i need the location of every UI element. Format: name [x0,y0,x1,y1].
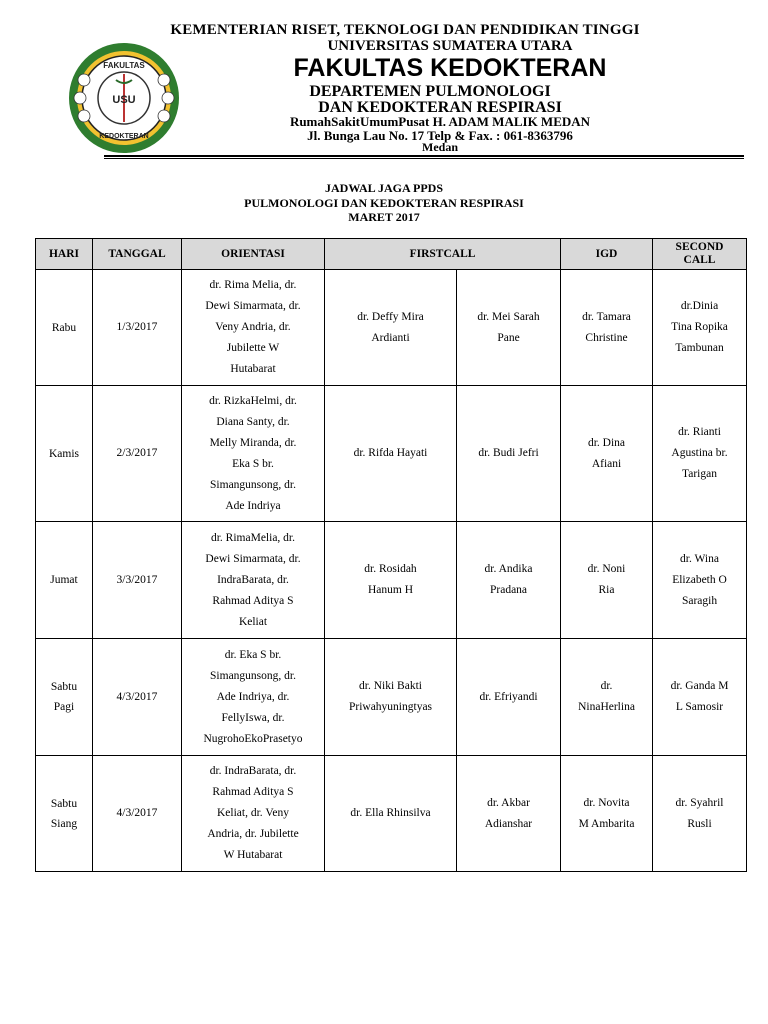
cell-hari-line: Kamis [48,447,80,460]
cell-firstcall-a-line: dr. Rifda Hayati [353,447,428,459]
logo-center-text: USU [112,94,136,106]
cell-firstcall-a [325,386,457,522]
cell-firstcall-a [325,639,457,756]
cell-firstcall-a-line: dr. Rosidah [364,563,417,575]
cell-second-call [653,639,747,756]
cell-hari-line: Sabtu [50,797,78,810]
cell-firstcall-a-line: Hanum H [367,584,414,596]
cell-hari [36,270,93,386]
cell-firstcall-b-line: dr. Mei Sarah [477,310,540,323]
header-igd: IGD [561,239,653,270]
faculty-name: FAKULTAS KEDOKTERAN [293,54,607,82]
cell-orientasi-line: Jubilette W [226,342,280,354]
usu-medical-faculty-logo [66,40,182,156]
cell-tanggal: 1/3/2017 [93,270,182,386]
cell-igd [561,756,653,872]
cell-firstcall-b-line: Pane [497,331,520,344]
cell-orientasi-line: FellyIswa, dr. [221,711,285,724]
cell-hari-line: Sabtu [50,681,78,693]
cell-second-call-line: Elizabeth O [672,573,727,586]
cell-igd [561,639,653,756]
cell-hari-line: Siang [50,817,78,830]
cell-orientasi-line: Hutabarat [230,363,276,375]
cell-second-call [653,270,747,386]
cell-orientasi-line: Keliat [238,615,268,628]
cell-tanggal: 4/3/2017 [93,639,182,756]
ministry-name: KEMENTERIAN RISET, TEKNOLOGI DAN PENDIDIKAN TINGGI [170,22,640,38]
cell-firstcall-a-line: Ardianti [371,331,410,344]
table-row [36,386,747,522]
cell-firstcall-b-line: dr. Budi Jefri [478,447,539,459]
cell-orientasi [182,522,325,639]
cell-orientasi-line: Andria, dr. Jubilette [207,828,299,840]
cell-hari [36,522,93,639]
cell-igd-line: dr. [600,680,613,692]
cell-orientasi-line: Rahmad Aditya S [212,594,294,607]
cell-firstcall-b-line: Adianshar [484,817,533,830]
header-orientasi: ORIENTASI [182,239,325,270]
cell-second-call-line: Tambunan [675,342,724,354]
cell-second-call-line: L Samosir [675,701,724,713]
cell-igd-line: Christine [585,331,628,344]
cell-orientasi-line: Diana Santy, dr. [216,415,290,428]
cell-orientasi-line: Simangunsong, dr. [210,478,296,491]
table-header-row [36,239,747,270]
cell-firstcall-b-line: dr. Efriyandi [479,690,538,703]
logo-text-top: FAKULTAS [103,61,145,70]
cell-igd-line: dr. Dina [587,436,626,449]
cell-firstcall-b [457,270,561,386]
header-second-call-line-1: SECOND [675,241,724,253]
cell-igd [561,270,653,386]
cell-igd-line: NinaHerlina [578,701,635,713]
cell-second-call-line: Tarigan [682,468,717,480]
cell-orientasi-line: Melly Miranda, dr. [209,436,297,449]
cell-firstcall-b [457,756,561,872]
cell-second-call [653,522,747,639]
table-row [36,756,747,872]
schedule-subtitle: PULMONOLOGI DAN KEDOKTERAN RESPIRASI [244,196,524,210]
cell-tanggal: 4/3/2017 [93,756,182,872]
cell-second-call-line: Saragih [681,594,718,607]
cell-firstcall-b [457,639,561,756]
cell-tanggal: 2/3/2017 [93,386,182,522]
city: Medan [422,140,458,154]
cell-firstcall-b [457,522,561,639]
hospital-name: RumahSakitUmumPusat H. ADAM MALIK MEDAN [289,114,591,129]
cell-orientasi-line: dr. IndraBarata, dr. [209,765,297,777]
header-hari: HARI [36,239,93,270]
table-row [36,270,747,386]
header-rule-thick [104,155,744,157]
cell-igd [561,386,653,522]
cell-igd-line: M Ambarita [578,817,635,830]
cell-orientasi-line: IndraBarata, dr. [217,573,289,586]
table-row [36,639,747,756]
logo-text-bottom: KEDOKTERAN [99,133,149,140]
cell-hari-line: Jumat [50,574,78,586]
cell-second-call-line: dr. Ganda M [670,680,729,692]
cell-hari [36,639,93,756]
cell-orientasi-line: Dewi Simarmata, dr. [205,552,301,565]
cell-hari [36,756,93,872]
cell-hari [36,386,93,522]
cell-igd-line: Afiani [591,457,622,470]
cell-firstcall-a [325,270,457,386]
cell-orientasi-line: Veny Andria, dr. [215,321,291,333]
cell-orientasi-line: Rahmad Aditya S [212,786,294,798]
cell-orientasi-line: NugrohoEkoPrasetyo [203,732,303,745]
header-firstcall: FIRSTCALL [325,239,561,270]
cell-orientasi-line: dr. RizkaHelmi, dr. [209,394,297,407]
cell-firstcall-a [325,756,457,872]
cell-orientasi [182,756,325,872]
cell-second-call-line: Tina Ropika [671,321,728,333]
department-line-2: DAN KEDOKTERAN RESPIRASI [318,99,562,116]
schedule-month: MARET 2017 [348,210,420,224]
cell-second-call-line: Agustina br. [671,447,728,459]
cell-second-call [653,756,747,872]
header-tanggal: TANGGAL [93,239,182,270]
cell-firstcall-b-line: Pradana [489,584,528,596]
cell-firstcall-a-line: Priwahyuningtyas [348,701,433,713]
cell-igd-line: dr. Tamara [582,310,631,323]
cell-orientasi-line: Ade Indriya [225,499,281,512]
cell-orientasi-line: Dewi Simarmata, dr. [205,300,301,312]
cell-orientasi-line: Eka S br. [232,457,274,470]
letterhead [0,0,768,160]
cell-orientasi-line: Keliat, dr. Veny [217,807,289,819]
cell-orientasi [182,639,325,756]
cell-orientasi [182,270,325,386]
cell-orientasi-line: dr. RimaMelia, dr. [210,531,295,544]
cell-second-call-line: dr. Syahril [675,796,724,809]
cell-orientasi-line: W Hutabarat [223,849,283,861]
cell-orientasi-line: dr. Rima Melia, dr. [209,279,297,291]
cell-igd-line: dr. Novita [583,796,630,809]
department-line-1: DEPARTEMEN PULMONOLOGI [309,83,551,100]
header-second-call [653,239,747,270]
cell-hari-line: Rabu [51,321,77,334]
header-second-call-line-2: CALL [683,254,716,266]
cell-orientasi-line: Ade Indriya, dr. [216,690,290,703]
cell-firstcall-b [457,386,561,522]
cell-firstcall-a [325,522,457,639]
cell-orientasi-line: dr. Eka S br. [224,648,282,661]
cell-firstcall-b-line: dr. Andika [484,563,533,575]
cell-hari-line: Pagi [53,701,75,713]
cell-second-call-line: dr. Rianti [678,426,721,438]
cell-second-call-line: Rusli [687,817,712,830]
cell-igd-line: dr. Noni [587,563,626,575]
cell-orientasi [182,386,325,522]
cell-second-call-line: dr. Wina [680,552,719,565]
university-name: UNIVERSITAS SUMATERA UTARA [327,38,573,54]
cell-firstcall-a-line: dr. Deffy Mira [357,310,424,323]
table-row [36,522,747,639]
cell-second-call [653,386,747,522]
header-rule-thin [104,158,744,159]
address: Jl. Bunga Lau No. 17 Telp & Fax. : 061-8363796 [307,128,573,143]
cell-igd [561,522,653,639]
schedule-title: JADWAL JAGA PPDS [324,181,443,195]
cell-firstcall-a-line: dr. Ella Rhinsilva [350,807,431,819]
cell-igd-line: Ria [598,584,615,596]
duty-schedule-table [35,238,747,872]
cell-firstcall-a-line: dr. Niki Bakti [359,680,422,692]
cell-second-call-line: dr.Dinia [680,300,719,312]
cell-tanggal: 3/3/2017 [93,522,182,639]
cell-firstcall-b-line: dr. Akbar [487,796,530,809]
cell-orientasi-line: Simangunsong, dr. [210,669,296,682]
